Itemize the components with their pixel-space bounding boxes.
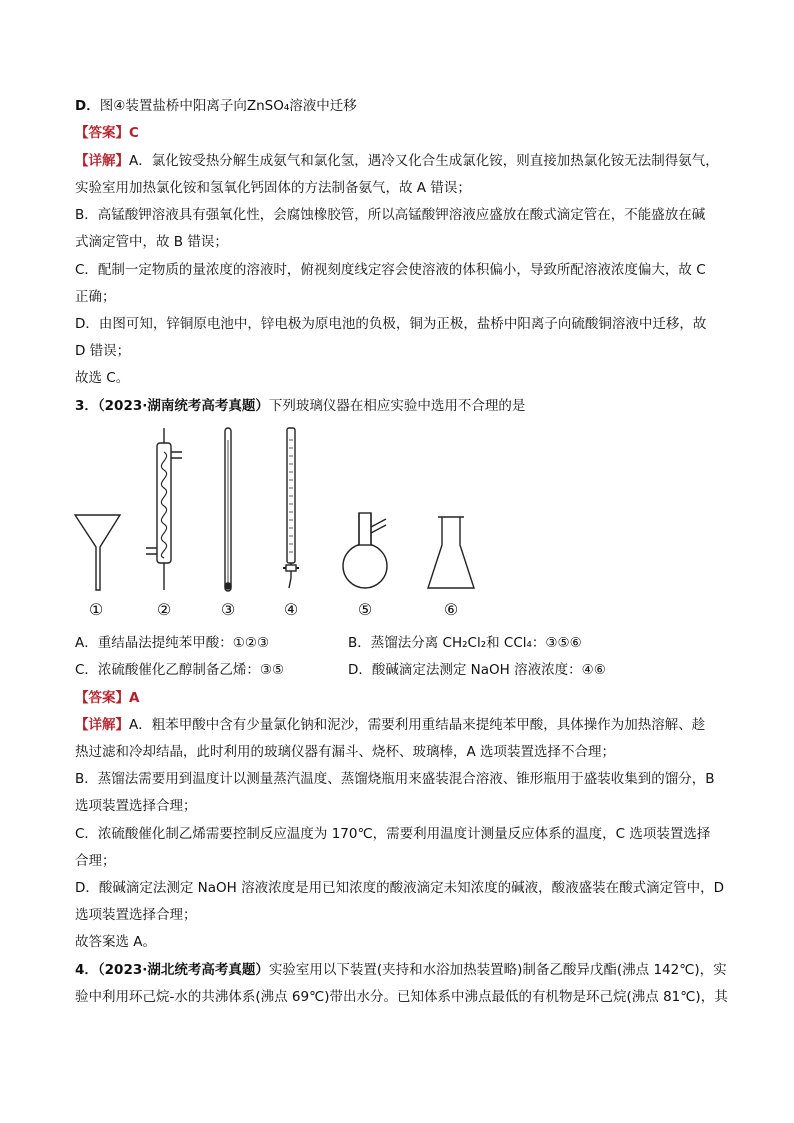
figure-label: ⑥	[443, 600, 459, 619]
q2-detail-line: D 错误；	[75, 343, 131, 359]
q2-detail-line: 式滴定管中，故 B 错误；	[75, 234, 228, 250]
q4-stem: 4．（2023·湖北统考高考真题）实验室用以下装置(夹持和水浴加热装置略)制备乙酸异戊酯(沸点 142℃)，实	[75, 962, 727, 978]
q2-conclusion: 故选 C。	[75, 370, 130, 386]
q3-conclusion: 故答案选 A。	[75, 934, 157, 950]
q2-detail-line: 正确；	[75, 289, 116, 305]
condenser-icon	[146, 428, 182, 590]
q3-option-a: A．重结晶法提纯苯甲酸：①②③	[75, 635, 270, 651]
q3-option-c: C．浓硫酸催化乙醇制备乙烯：③⑤	[75, 662, 285, 678]
q2-detail-line: 实验室用加热氯化铵和氢氧化钙固体的方法制备氨气，故 A 错误；	[75, 180, 471, 196]
q3-answer: 【答案】A	[75, 690, 140, 706]
q3-detail-line: 选项装置选择合理；	[75, 907, 197, 923]
q3-detail-line: B．蒸馏法需要用到温度计以测量蒸汽温度、蒸馏烧瓶用来盛装混合溶液、锥形瓶用于盛装收集到的馏分，B	[75, 771, 715, 787]
figure-label: ②	[156, 600, 172, 619]
q2-detail-line: D．由图可知，锌铜原电池中，锌电极为原电池的负极，铜为正极，盐桥中阳离子向硫酸铜溶液中迁移，故	[75, 316, 707, 332]
thermometer-icon	[225, 428, 231, 591]
q3-detail-line: D．酸碱滴定法测定 NaOH 溶液浓度是用已知浓度的酸液滴定未知浓度的碱液，酸液盛装在酸式滴定管中，D	[75, 880, 725, 896]
figure-label: ⑤	[357, 600, 373, 619]
burette-icon	[283, 428, 299, 588]
q2-detail-line: 【详解】A．氯化铵受热分解生成氨气和氯化氢，遇冷又化合生成氯化铵，则直接加热氯化铵无法制得氨气，	[75, 153, 719, 169]
q3-detail-line: 选项装置选择合理；	[75, 798, 197, 814]
figure-label: ④	[283, 600, 299, 619]
q3-stem: 3．（2023·湖南统考高考真题）下列玻璃仪器在相应实验中选用不合理的是	[75, 398, 526, 414]
q3-detail-line: 热过滤和冷却结晶，此时利用的玻璃仪器有漏斗、烧杯、玻璃棒，A 选项装置选择不合理；	[75, 744, 616, 760]
q3-detail-line: 【详解】A．粗苯甲酸中含有少量氯化钠和泥沙，需要利用重结晶来提纯苯甲酸，具体操作为加热溶解、趁	[75, 717, 706, 733]
q2-option-d: D．图④装置盐桥中阳离子向ZnSO₄溶液中迁移	[75, 98, 357, 114]
q4-stem-continued: 验中利用环己烷-水的共沸体系(沸点 69℃)带出水分。已知体系中沸点最低的有机物是环己烷(沸点 81℃)，其	[75, 989, 728, 1005]
q2-detail-line: B．高锰酸钾溶液具有强氧化性，会腐蚀橡胶管，所以高锰酸钾溶液应盛放在酸式滴定管在，不能盛放在碱	[75, 207, 706, 223]
funnel-icon	[75, 515, 120, 590]
figure-label: ③	[220, 600, 236, 619]
q2-detail-line: C．配制一定物质的量浓度的溶液时，俯视刻度线定容会使溶液的体积偏小，导致所配溶液浓度偏大，故 C	[75, 262, 706, 278]
figure-label: ①	[88, 600, 104, 619]
q3-option-b: B．蒸馏法分离 CH₂Cl₂和 CCl₄：③⑤⑥	[348, 635, 582, 651]
q3-option-d: D．酸碱滴定法测定 NaOH 溶液浓度：④⑥	[348, 662, 606, 678]
distillation-flask-icon	[343, 513, 387, 588]
q3-detail-line: 合理；	[75, 853, 116, 869]
q2-answer: 【答案】C	[75, 125, 139, 141]
q3-detail-line: C．浓硫酸催化制乙烯需要控制反应温度为 170℃，需要利用温度计测量反应体系的温度，C 选项装置选择	[75, 826, 711, 842]
erlenmeyer-flask-icon	[428, 517, 474, 588]
